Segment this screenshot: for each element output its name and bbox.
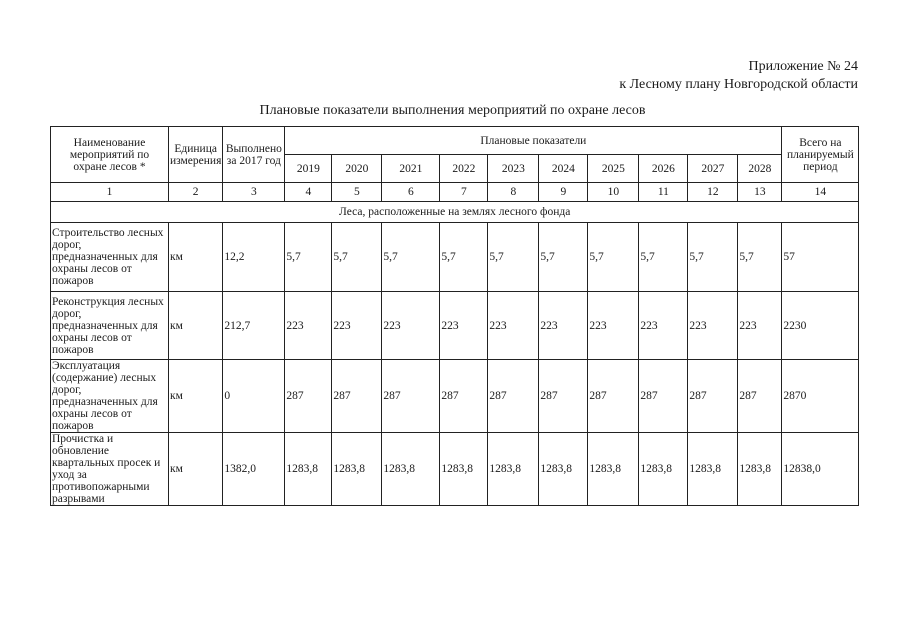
section-row	[51, 202, 859, 223]
value-cell: 5,7	[488, 223, 539, 292]
value-cell: 223	[332, 292, 382, 360]
value-cell: 287	[382, 360, 440, 433]
value-cell: 287	[488, 360, 539, 433]
value-cell: 1283,8	[688, 433, 738, 506]
value-cell: 1283,8	[285, 433, 332, 506]
value-cell: 287	[738, 360, 782, 433]
value-cell: 1283,8	[332, 433, 382, 506]
done-cell: 1382,0	[223, 433, 285, 506]
value-cell: 223	[488, 292, 539, 360]
column-number: 1	[51, 183, 169, 202]
total-cell: 57	[782, 223, 859, 292]
total-cell: 12838,0	[782, 433, 859, 506]
column-number: 5	[332, 183, 382, 202]
value-cell: 223	[588, 292, 639, 360]
header-year: 2020	[332, 155, 382, 183]
value-cell: 5,7	[688, 223, 738, 292]
value-cell: 287	[539, 360, 588, 433]
header-name: Наименование мероприятий по охране лесов *	[51, 127, 169, 183]
header-year: 2026	[639, 155, 688, 183]
done-cell: 12,2	[223, 223, 285, 292]
value-cell: 5,7	[588, 223, 639, 292]
value-cell: 1283,8	[488, 433, 539, 506]
value-cell: 223	[382, 292, 440, 360]
header-total: Всего на планируемый период	[782, 127, 859, 183]
value-cell: 223	[738, 292, 782, 360]
value-cell: 1283,8	[440, 433, 488, 506]
value-cell: 287	[588, 360, 639, 433]
header-year: 2022	[440, 155, 488, 183]
header-year: 2019	[285, 155, 332, 183]
value-cell: 287	[332, 360, 382, 433]
column-number: 13	[738, 183, 782, 202]
value-cell: 1283,8	[588, 433, 639, 506]
header-year: 2027	[688, 155, 738, 183]
value-cell: 1283,8	[639, 433, 688, 506]
value-cell: 287	[285, 360, 332, 433]
unit-cell: км	[169, 360, 223, 433]
section-heading: Леса, расположенные на землях лесного фонда	[51, 202, 859, 223]
value-cell: 5,7	[382, 223, 440, 292]
value-cell: 5,7	[332, 223, 382, 292]
activity-name: Строительство лесных дорог, предназначенных для охраны лесов от пожаров	[51, 223, 169, 292]
activity-name: Прочистка и обновление квартальных просек и уход за противопожарными разрывами	[51, 433, 169, 506]
header-planned: Плановые показатели	[285, 127, 782, 155]
column-numbers-row	[51, 183, 859, 202]
column-number: 12	[688, 183, 738, 202]
value-cell: 223	[688, 292, 738, 360]
column-number: 7	[440, 183, 488, 202]
value-cell: 5,7	[539, 223, 588, 292]
value-cell: 5,7	[440, 223, 488, 292]
value-cell: 287	[639, 360, 688, 433]
appendix-label	[619, 58, 858, 94]
table-row	[51, 433, 859, 506]
value-cell: 5,7	[285, 223, 332, 292]
unit-cell: км	[169, 223, 223, 292]
plan-table	[50, 126, 859, 506]
value-cell: 223	[440, 292, 488, 360]
column-number: 2	[169, 183, 223, 202]
column-number: 10	[588, 183, 639, 202]
value-cell: 287	[440, 360, 488, 433]
header-year: 2021	[382, 155, 440, 183]
column-number: 14	[782, 183, 859, 202]
unit-cell: км	[169, 292, 223, 360]
header-year: 2023	[488, 155, 539, 183]
header-done: Выполнено за 2017 год	[223, 127, 285, 183]
column-number: 8	[488, 183, 539, 202]
done-cell: 212,7	[223, 292, 285, 360]
table-row	[51, 360, 859, 433]
value-cell: 5,7	[639, 223, 688, 292]
column-number: 11	[639, 183, 688, 202]
column-number: 9	[539, 183, 588, 202]
activity-name: Эксплуатация (содержание) лесных дорог, предназначенных для охраны лесов от пожаров	[51, 360, 169, 433]
value-cell: 287	[688, 360, 738, 433]
value-cell: 5,7	[738, 223, 782, 292]
value-cell: 1283,8	[382, 433, 440, 506]
header-unit: Единица измерения	[169, 127, 223, 183]
value-cell: 223	[639, 292, 688, 360]
value-cell: 223	[285, 292, 332, 360]
table-row	[51, 223, 859, 292]
appendix-number: Приложение № 24	[748, 59, 858, 74]
header-year: 2028	[738, 155, 782, 183]
done-cell: 0	[223, 360, 285, 433]
column-number: 4	[285, 183, 332, 202]
unit-cell: км	[169, 433, 223, 506]
value-cell: 223	[539, 292, 588, 360]
header-row-top	[51, 127, 859, 155]
activity-name: Реконструкция лесных дорог, предназначенных для охраны лесов от пожаров	[51, 292, 169, 360]
value-cell: 1283,8	[738, 433, 782, 506]
document-title: Плановые показатели выполнения мероприятий по охране лесов	[259, 103, 646, 118]
appendix-reference: к Лесному плану Новгородской области	[619, 77, 858, 92]
header-year: 2024	[539, 155, 588, 183]
total-cell: 2230	[782, 292, 859, 360]
table-row	[51, 292, 859, 360]
total-cell: 2870	[782, 360, 859, 433]
column-number: 3	[223, 183, 285, 202]
header-year: 2025	[588, 155, 639, 183]
value-cell: 1283,8	[539, 433, 588, 506]
column-number: 6	[382, 183, 440, 202]
